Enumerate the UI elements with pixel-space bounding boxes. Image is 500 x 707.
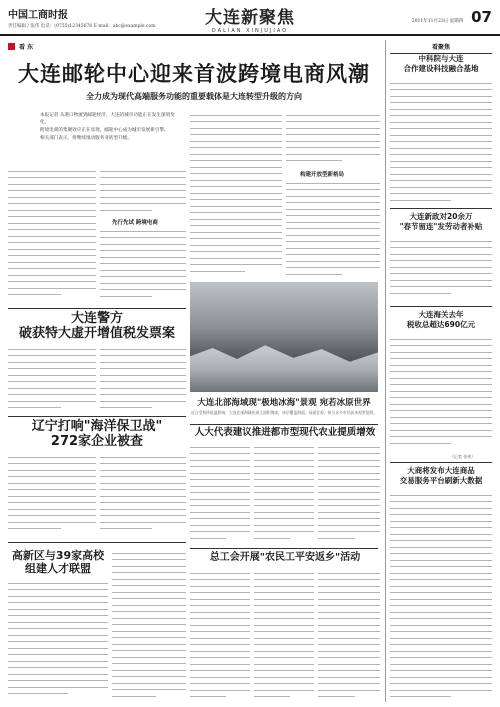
text-line bbox=[318, 694, 355, 701]
text-line bbox=[100, 207, 152, 214]
lead-paragraph: 相关部门表示，将继续推动服务业转型升级。 bbox=[40, 136, 132, 141]
text-line bbox=[254, 694, 290, 701]
divider bbox=[390, 306, 492, 307]
main-subtitle-1: 先行先试 跨境电商 bbox=[112, 220, 158, 226]
main-body-col-2 bbox=[100, 168, 186, 216]
sidebar-story-body bbox=[390, 238, 492, 302]
text-line bbox=[390, 197, 451, 204]
logo bbox=[196, 3, 304, 34]
main-body-col-4b bbox=[286, 180, 380, 278]
divider bbox=[8, 416, 186, 417]
text-line bbox=[190, 694, 226, 701]
text-line bbox=[190, 535, 226, 542]
story-body-ocean bbox=[8, 454, 96, 538]
main-lead bbox=[40, 112, 180, 143]
text-line bbox=[318, 535, 355, 542]
story-body-agriculture bbox=[190, 444, 250, 544]
story-body-agriculture-2 bbox=[254, 444, 314, 544]
sidebar-story-body bbox=[390, 336, 492, 452]
main-body-col-1 bbox=[8, 168, 96, 304]
story-body-union-3 bbox=[318, 570, 380, 700]
sidebar-story-title: 大商将发布大连商品 交易服务平台刷新大数据 bbox=[399, 466, 483, 485]
column-divider bbox=[385, 40, 386, 702]
lead-paragraph: 本报记者 从港口物流到邮轮经济，大连的城市功能正在发生深刻变化。 bbox=[40, 113, 175, 125]
divider bbox=[8, 308, 186, 309]
section-tag bbox=[8, 42, 33, 51]
story-body-union bbox=[190, 570, 250, 700]
photo-ice-shapes bbox=[190, 337, 378, 392]
story-headline-agriculture: 人大代表建议推进都市型现代农业提质增效 bbox=[194, 427, 376, 438]
logo-cn: 大连新聚焦 bbox=[205, 8, 295, 28]
text-line bbox=[390, 290, 451, 297]
text-line bbox=[286, 158, 342, 165]
masthead bbox=[0, 0, 500, 36]
sidebar-story-title: 大连海关去年 税收总超达690亿元 bbox=[406, 310, 476, 329]
photo-caption: 近日受持续低温影响，大连北部海域出现大面积海冰，冰层覆盖海面，场面壮观，吸引众多市民前来观赏拍照。 bbox=[190, 410, 378, 415]
story-body-talent bbox=[8, 580, 108, 700]
story-headline-union: 总工会开展"农民工平安返乡"活动 bbox=[209, 552, 361, 563]
story-body-agriculture-3 bbox=[318, 444, 380, 544]
divider bbox=[390, 462, 492, 463]
issue-date: 2011年11月23日 星期四 bbox=[411, 19, 464, 24]
page-number: 07 bbox=[471, 8, 492, 26]
section-label: 看 东 bbox=[19, 44, 34, 51]
divider bbox=[8, 542, 186, 543]
story-body-union-2 bbox=[254, 570, 314, 700]
text-line bbox=[254, 535, 290, 542]
main-body-col-3 bbox=[190, 112, 282, 278]
story-body-talent-2 bbox=[112, 550, 186, 700]
divider bbox=[390, 208, 492, 209]
text-line bbox=[8, 526, 61, 533]
main-subtitle-2: 构建开放型新格局 bbox=[300, 172, 345, 178]
sidebar-story-body bbox=[390, 492, 492, 700]
text-line bbox=[390, 694, 451, 701]
main-body-col-2b bbox=[100, 228, 186, 304]
text-line bbox=[190, 268, 245, 275]
sidebar-tag: 看聚焦 bbox=[390, 42, 492, 54]
main-subhead: 全力成为现代高端服务功能的重要载体是大连转型升级的方向 bbox=[86, 92, 302, 101]
text-line bbox=[8, 292, 61, 299]
text-line bbox=[112, 693, 156, 700]
logo-en: DALIAN XINJUJIAO bbox=[211, 28, 289, 34]
story-body-ocean-2 bbox=[100, 454, 186, 538]
divider bbox=[190, 424, 378, 425]
sidebar-story-body bbox=[390, 80, 492, 206]
story-headline-police: 大连警方 破获特大虚开增值税发票案 bbox=[18, 311, 175, 341]
story-body-police-2 bbox=[100, 346, 186, 412]
story-headline-ocean: 辽宁打响"海洋保卫战" 272家企业被查 bbox=[31, 419, 163, 449]
text-line bbox=[100, 293, 152, 300]
text-line bbox=[286, 271, 342, 278]
masthead-info: 责任编辑 / 张伟 电话：(0755)12345678 E-mail：abc@example.com bbox=[8, 24, 156, 29]
masthead-left bbox=[8, 6, 188, 29]
main-body-col-4 bbox=[286, 112, 380, 168]
paper-name: 中国工商时报 bbox=[8, 10, 68, 21]
masthead-right bbox=[412, 10, 492, 24]
sidebar-byline: （记者 张伟） bbox=[450, 454, 476, 459]
story-headline-talent: 高新区与39家高校 组建人才联盟 bbox=[11, 549, 105, 575]
text-line bbox=[8, 405, 61, 412]
main-headline: 大连邮轮中心迎来首波跨境电商风潮 bbox=[18, 62, 370, 86]
text-line bbox=[390, 440, 451, 447]
photo-frozen-sea bbox=[190, 282, 378, 392]
text-line bbox=[100, 526, 152, 533]
text-line bbox=[8, 691, 68, 698]
story-body-police bbox=[8, 346, 96, 412]
text-line bbox=[100, 405, 152, 412]
photo-title: 大连北部海域现"极地冰海"景观 宛若冰原世界 bbox=[197, 398, 371, 408]
divider bbox=[190, 548, 378, 549]
section-marker-icon bbox=[8, 43, 15, 50]
sidebar-story-title: 中科院与大连 合作建设科技融合基地 bbox=[403, 54, 479, 73]
sidebar-story-title: 大连新政对20余万 "春节留连"发劳动者补贴 bbox=[399, 212, 483, 231]
lead-paragraph: 跨境电商的集聚效应正在显现，邮轮中心成为城市发展新引擎。 bbox=[40, 128, 169, 133]
